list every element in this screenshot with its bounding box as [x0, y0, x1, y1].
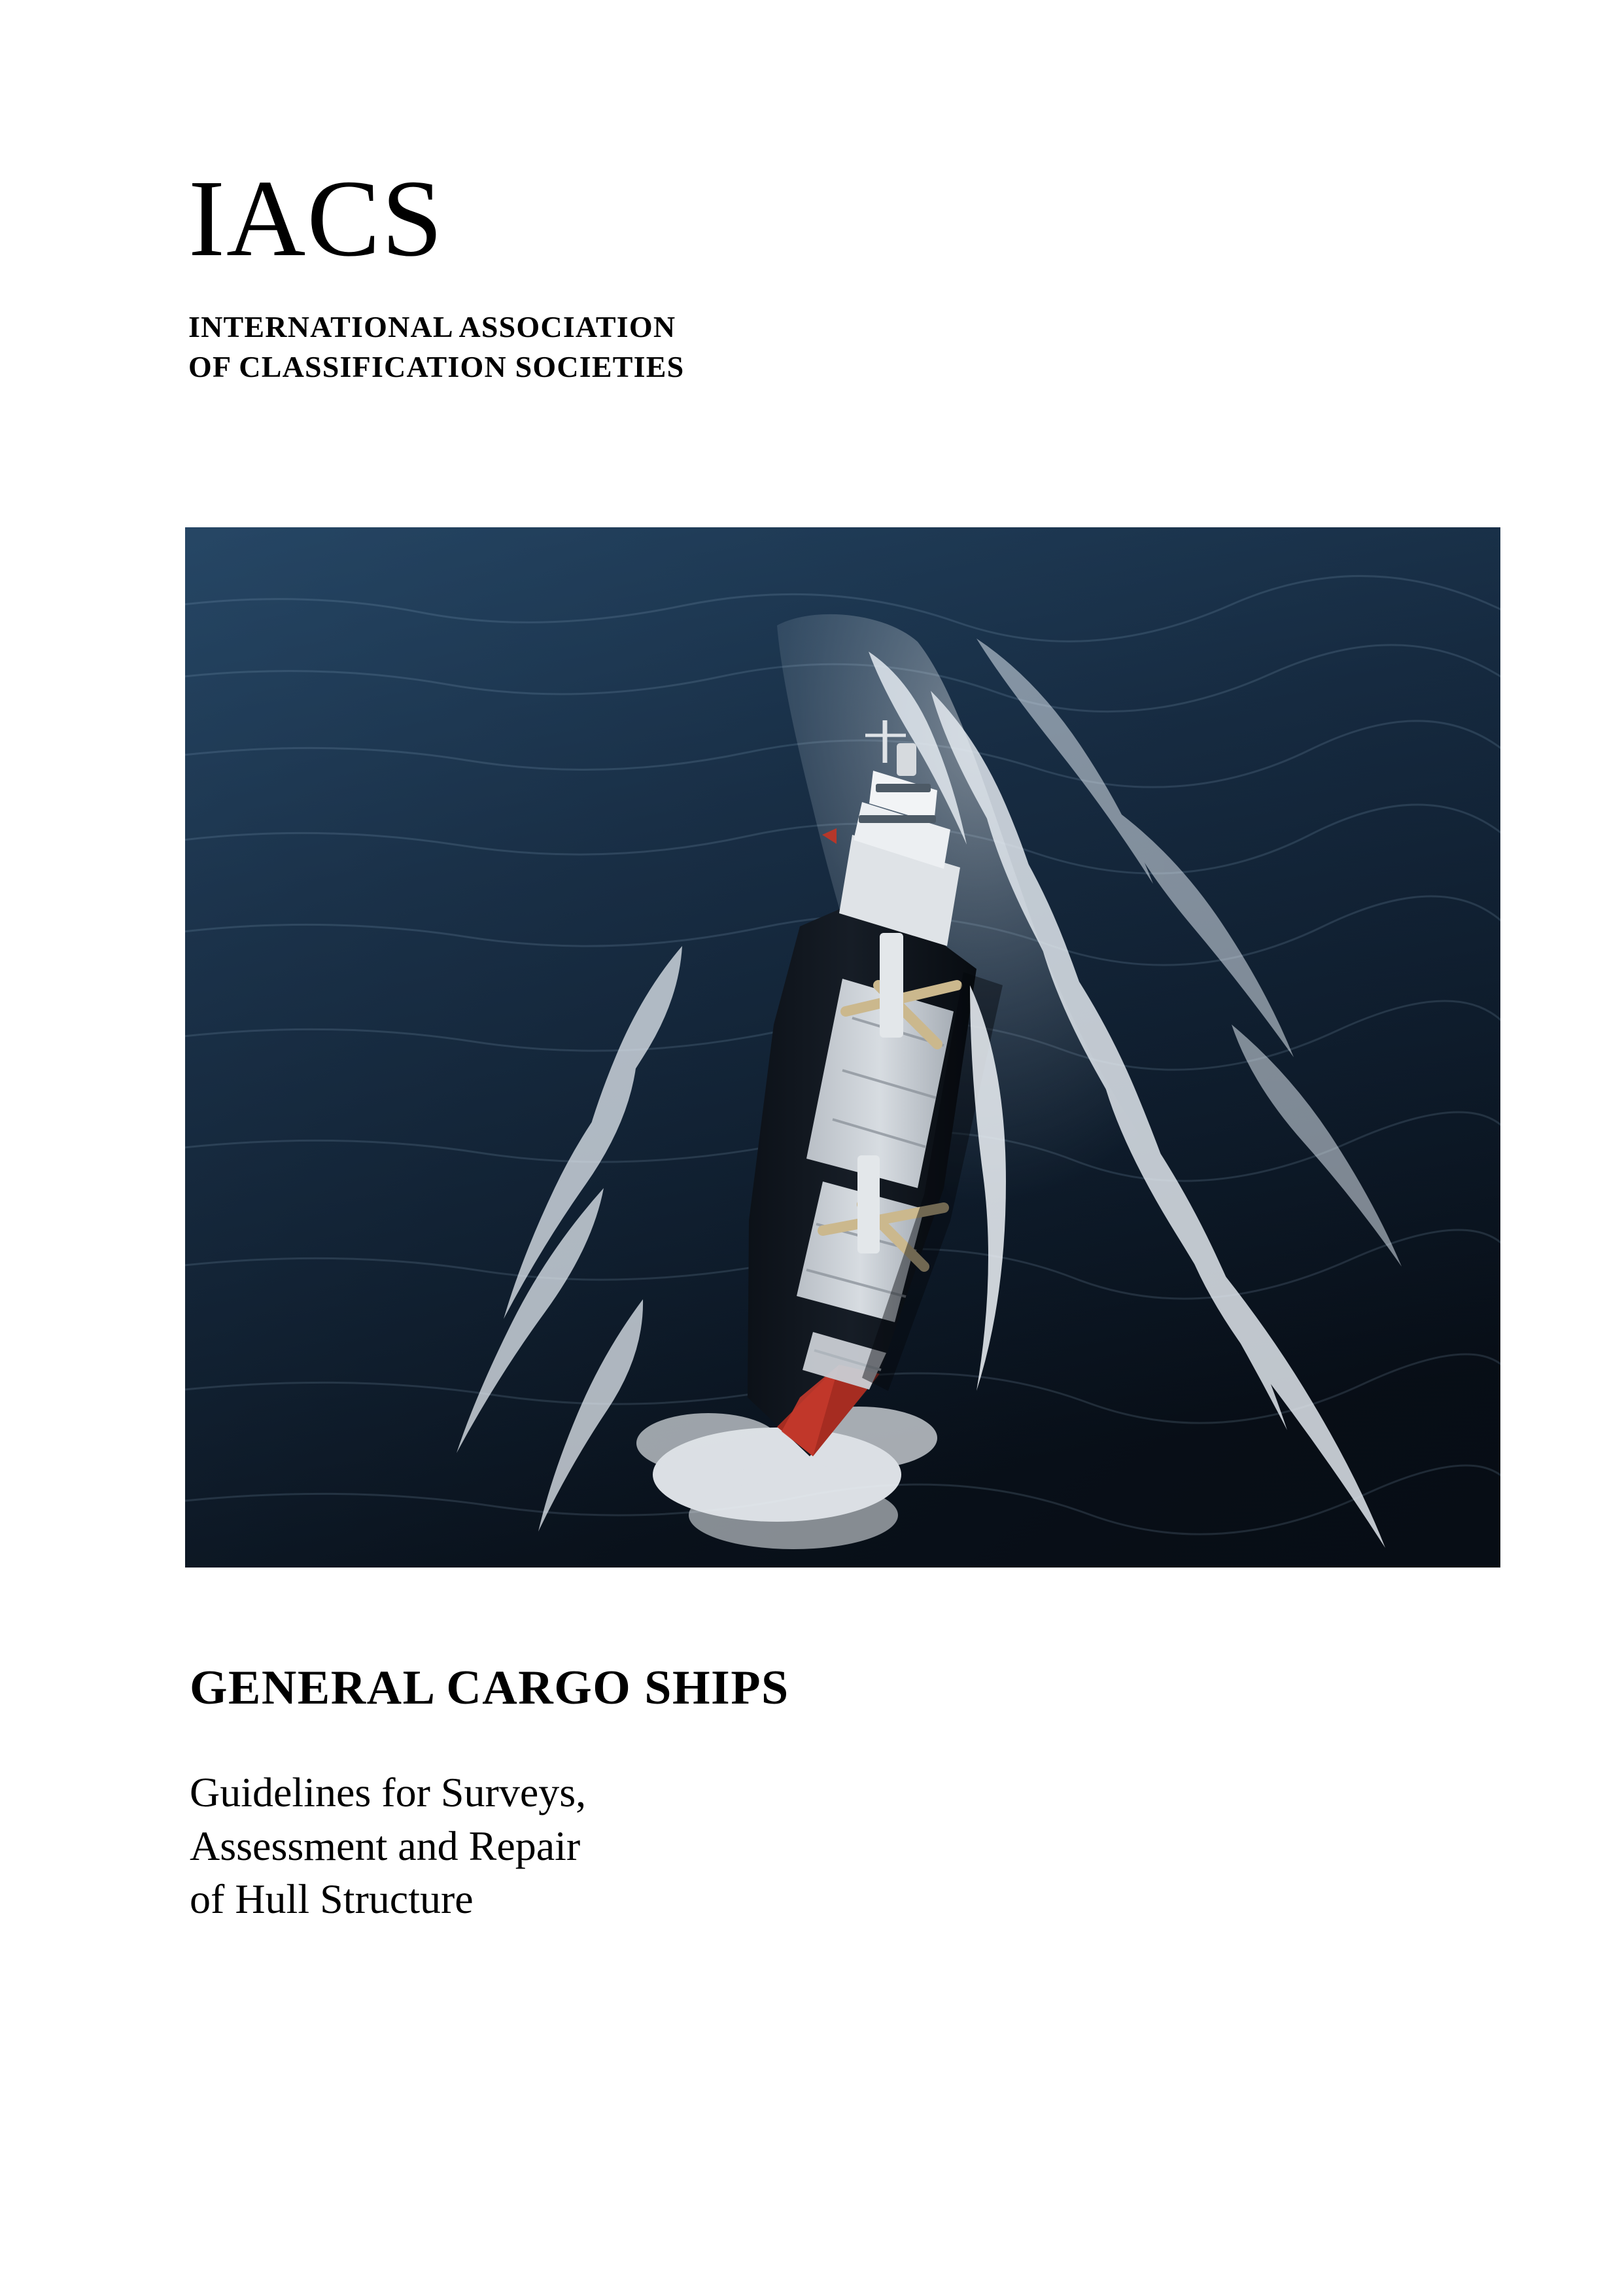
- document-subtitle-line-1: Guidelines for Surveys,: [190, 1769, 587, 1816]
- organization-name-line-1: INTERNATIONAL ASSOCIATION: [188, 310, 676, 343]
- general-cargo-ship-photo: [185, 527, 1500, 1568]
- masthead: [188, 158, 1431, 387]
- document-title: GENERAL CARGO SHIPS: [190, 1661, 789, 1715]
- organization-name: [188, 307, 1431, 387]
- title-block: [190, 1662, 1432, 1925]
- organization-acronym: IACS: [188, 158, 444, 279]
- ship-photo-illustration: [185, 527, 1500, 1568]
- document-subtitle-line-3: of Hull Structure: [190, 1875, 474, 1922]
- document-subtitle-line-2: Assessment and Repair: [190, 1822, 581, 1869]
- organization-name-line-2: OF CLASSIFICATION SOCIETIES: [188, 349, 685, 383]
- document-subtitle: [190, 1766, 1432, 1925]
